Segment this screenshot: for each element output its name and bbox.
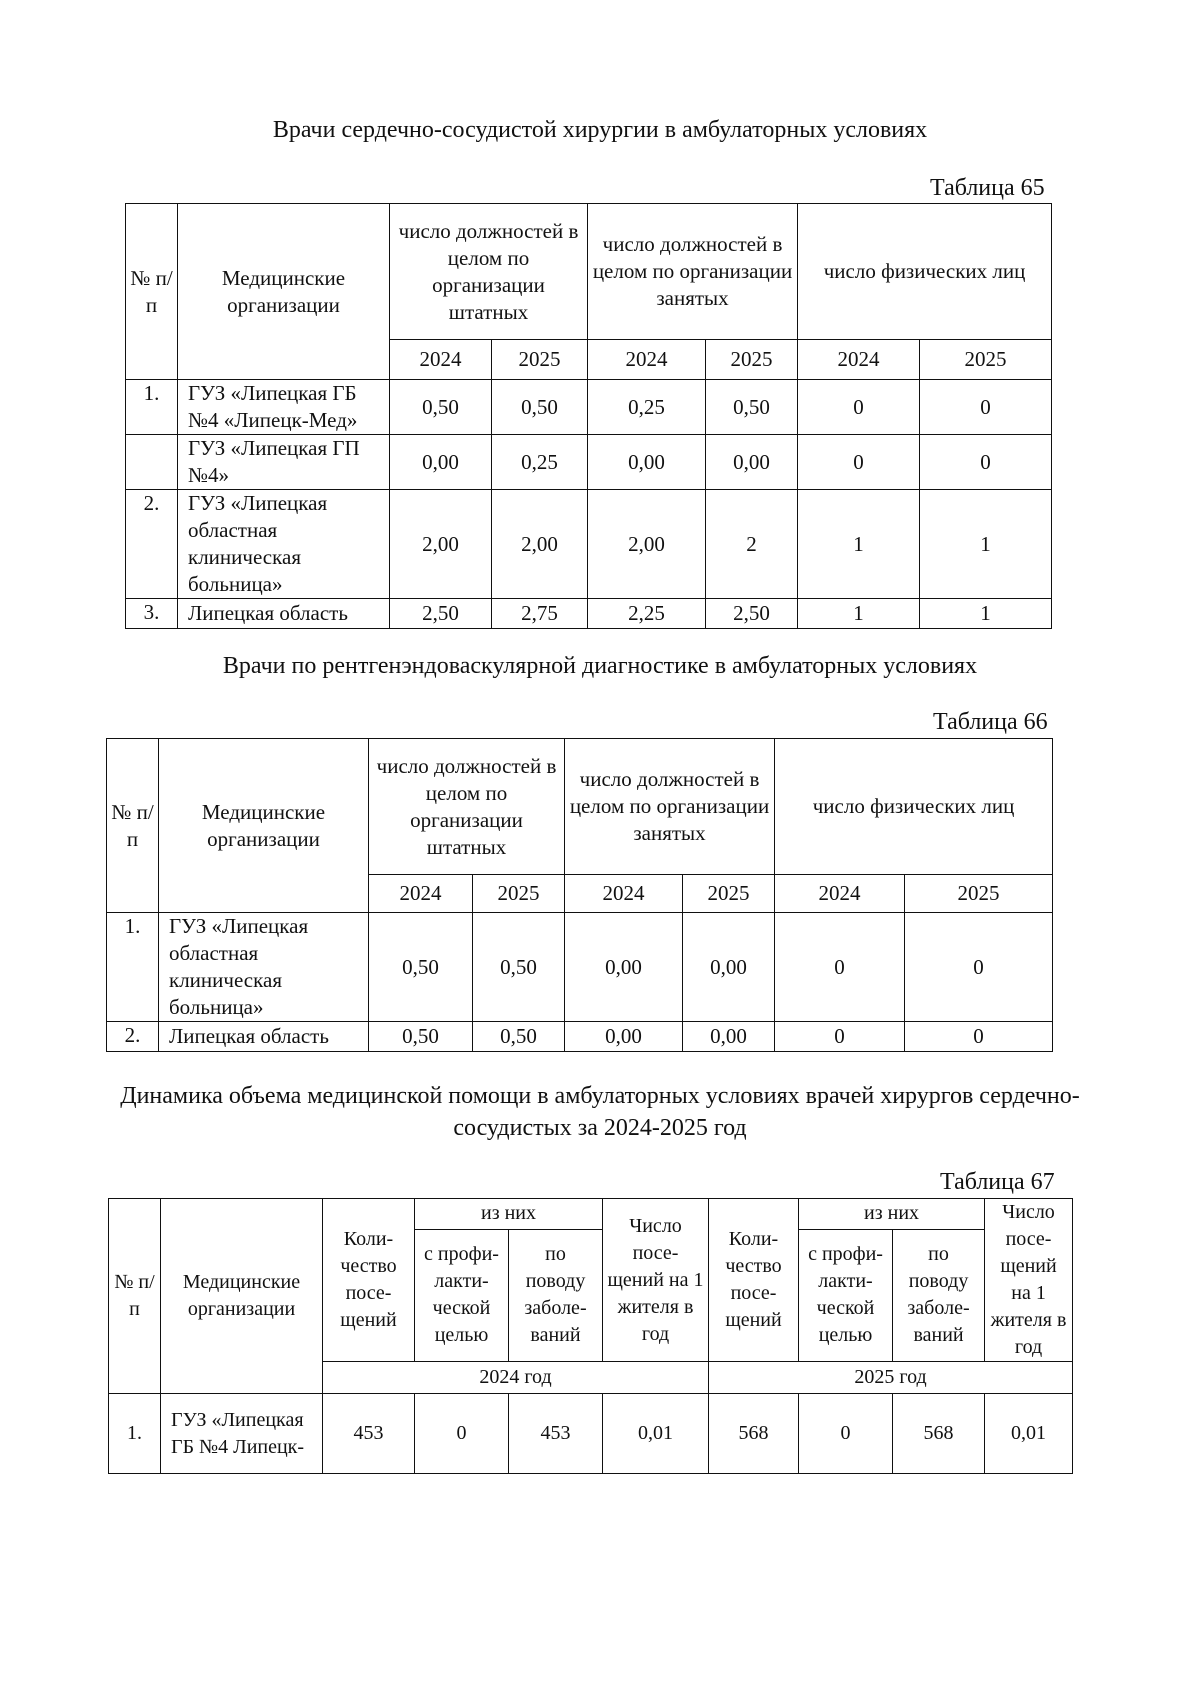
header-occupied-positions: число должностей в целом по организации занятых bbox=[565, 739, 775, 875]
cell-value: 0,25 bbox=[492, 435, 588, 490]
org-name: Липецкая область bbox=[178, 599, 390, 629]
cell-value: 0,01 bbox=[603, 1394, 709, 1474]
row-number: 3. bbox=[126, 599, 178, 629]
row-number: 1. bbox=[107, 913, 159, 1022]
table-65-label: Таблица 65 bbox=[930, 175, 1045, 201]
cell-value: 1 bbox=[798, 490, 920, 599]
cell-value: 0,50 bbox=[473, 1022, 565, 1052]
cell-value: 0 bbox=[799, 1394, 893, 1474]
header-staff-positions: число должностей в целом по организации штатных bbox=[390, 204, 588, 340]
cell-value: 0,00 bbox=[588, 435, 706, 490]
table-66 bbox=[106, 738, 1053, 1052]
header-year: 2025 bbox=[492, 340, 588, 380]
table-row bbox=[109, 1394, 1073, 1474]
table-row bbox=[126, 435, 1052, 490]
header-of-them-2024: из них bbox=[415, 1199, 603, 1230]
header-visits-2025: Коли-чество посе-щений bbox=[709, 1199, 799, 1362]
cell-value: 2 bbox=[706, 490, 798, 599]
org-name: ГУЗ «Липецкая областная клиническая больница» bbox=[178, 490, 390, 599]
header-num: № п/п bbox=[107, 739, 159, 913]
header-per-resident-2024: Число посе-щений на 1 жителя в год bbox=[603, 1199, 709, 1362]
header-staff-positions: число должностей в целом по организации штатных bbox=[369, 739, 565, 875]
header-physical-persons: число физических лиц bbox=[798, 204, 1052, 340]
cell-value: 1 bbox=[920, 490, 1052, 599]
table-66-label: Таблица 66 bbox=[933, 709, 1048, 735]
cell-value: 0 bbox=[798, 435, 920, 490]
header-visits-2024: Коли-чество посе-щений bbox=[323, 1199, 415, 1362]
cell-value: 0 bbox=[798, 380, 920, 435]
header-year: 2025 bbox=[683, 875, 775, 913]
header-year-2025: 2025 год bbox=[709, 1362, 1073, 1394]
table-67-label: Таблица 67 bbox=[940, 1169, 1055, 1195]
cell-value: 0 bbox=[905, 1022, 1053, 1052]
header-per-resident-2025: Число посе-щений на 1 жителя в год bbox=[985, 1199, 1073, 1362]
cell-value: 0,00 bbox=[390, 435, 492, 490]
cell-value: 0,50 bbox=[369, 913, 473, 1022]
cell-value: 2,00 bbox=[390, 490, 492, 599]
table-row bbox=[126, 490, 1052, 599]
header-preventive-2024: с профи-лакти-ческой целью bbox=[415, 1229, 509, 1361]
header-occupied-positions: число должностей в целом по организации занятых bbox=[588, 204, 798, 340]
table-row bbox=[126, 599, 1052, 629]
header-org: Медицинские организации bbox=[159, 739, 369, 913]
header-year: 2025 bbox=[905, 875, 1053, 913]
header-year: 2024 bbox=[775, 875, 905, 913]
cell-value: 0,50 bbox=[390, 380, 492, 435]
cell-value: 2,00 bbox=[588, 490, 706, 599]
cell-value: 0 bbox=[775, 913, 905, 1022]
cell-value: 453 bbox=[509, 1394, 603, 1474]
cell-value: 0,00 bbox=[565, 1022, 683, 1052]
org-name: ГУЗ «Липецкая ГБ №4 «Липецк-Мед» bbox=[178, 380, 390, 435]
cell-value: 0,50 bbox=[492, 380, 588, 435]
table-row bbox=[126, 380, 1052, 435]
cell-value: 0 bbox=[415, 1394, 509, 1474]
header-year: 2024 bbox=[798, 340, 920, 380]
header-year: 2024 bbox=[588, 340, 706, 380]
header-preventive-2025: с профи-лакти-ческой целью bbox=[799, 1229, 893, 1361]
heading-table-66: Врачи по рентгенэндоваскулярной диагностике в амбулаторных условиях bbox=[222, 653, 978, 679]
cell-value: 0 bbox=[920, 380, 1052, 435]
cell-value: 0,00 bbox=[706, 435, 798, 490]
cell-value: 0,25 bbox=[588, 380, 706, 435]
row-number: 1. bbox=[109, 1394, 161, 1474]
header-num: № п/п bbox=[126, 204, 178, 380]
org-name: ГУЗ «Липецкая областная клиническая больница» bbox=[159, 913, 369, 1022]
header-year: 2025 bbox=[473, 875, 565, 913]
cell-value: 0,00 bbox=[565, 913, 683, 1022]
heading-table-65: Врачи сердечно-сосудистой хирургии в амбулаторных условиях bbox=[272, 117, 928, 143]
header-year: 2025 bbox=[920, 340, 1052, 380]
header-of-them-2025: из них bbox=[799, 1199, 985, 1230]
cell-value: 568 bbox=[893, 1394, 985, 1474]
cell-value: 568 bbox=[709, 1394, 799, 1474]
row-number: 2. bbox=[126, 490, 178, 599]
header-disease-2025: по поводу заболе-ваний bbox=[893, 1229, 985, 1361]
cell-value: 2,00 bbox=[492, 490, 588, 599]
table-67 bbox=[108, 1198, 1073, 1474]
cell-value: 0,01 bbox=[985, 1394, 1073, 1474]
row-number: 2. bbox=[107, 1022, 159, 1052]
org-name: ГУЗ «Липецкая ГП №4» bbox=[178, 435, 390, 490]
header-year: 2024 bbox=[390, 340, 492, 380]
cell-value: 0,50 bbox=[369, 1022, 473, 1052]
row-number bbox=[126, 435, 178, 490]
cell-value: 2,50 bbox=[706, 599, 798, 629]
table-row bbox=[107, 913, 1053, 1022]
heading-table-67: Динамика объема медицинской помощи в амбулаторных условиях врачей хирургов сердечно-сосудистых за 2024-2025 год bbox=[120, 1083, 1080, 1141]
row-number: 1. bbox=[126, 380, 178, 435]
header-year: 2025 bbox=[706, 340, 798, 380]
cell-value: 0,00 bbox=[683, 913, 775, 1022]
header-year: 2024 bbox=[369, 875, 473, 913]
cell-value: 0 bbox=[920, 435, 1052, 490]
header-org: Медицинские организации bbox=[178, 204, 390, 380]
header-org: Медицинские организации bbox=[161, 1199, 323, 1394]
header-year: 2024 bbox=[565, 875, 683, 913]
cell-value: 0 bbox=[905, 913, 1053, 1022]
header-year-2024: 2024 год bbox=[323, 1362, 709, 1394]
cell-value: 2,25 bbox=[588, 599, 706, 629]
cell-value: 453 bbox=[323, 1394, 415, 1474]
table-65 bbox=[125, 203, 1052, 629]
header-physical-persons: число физических лиц bbox=[775, 739, 1053, 875]
header-disease-2024: по поводу заболе-ваний bbox=[509, 1229, 603, 1361]
cell-value: 0 bbox=[775, 1022, 905, 1052]
org-name: Липецкая область bbox=[159, 1022, 369, 1052]
cell-value: 1 bbox=[798, 599, 920, 629]
header-num: № п/п bbox=[109, 1199, 161, 1394]
cell-value: 1 bbox=[920, 599, 1052, 629]
cell-value: 0,00 bbox=[683, 1022, 775, 1052]
org-name: ГУЗ «Липецкая ГБ №4 Липецк- bbox=[161, 1394, 323, 1474]
cell-value: 0,50 bbox=[706, 380, 798, 435]
table-row bbox=[107, 1022, 1053, 1052]
cell-value: 0,50 bbox=[473, 913, 565, 1022]
cell-value: 2,75 bbox=[492, 599, 588, 629]
cell-value: 2,50 bbox=[390, 599, 492, 629]
